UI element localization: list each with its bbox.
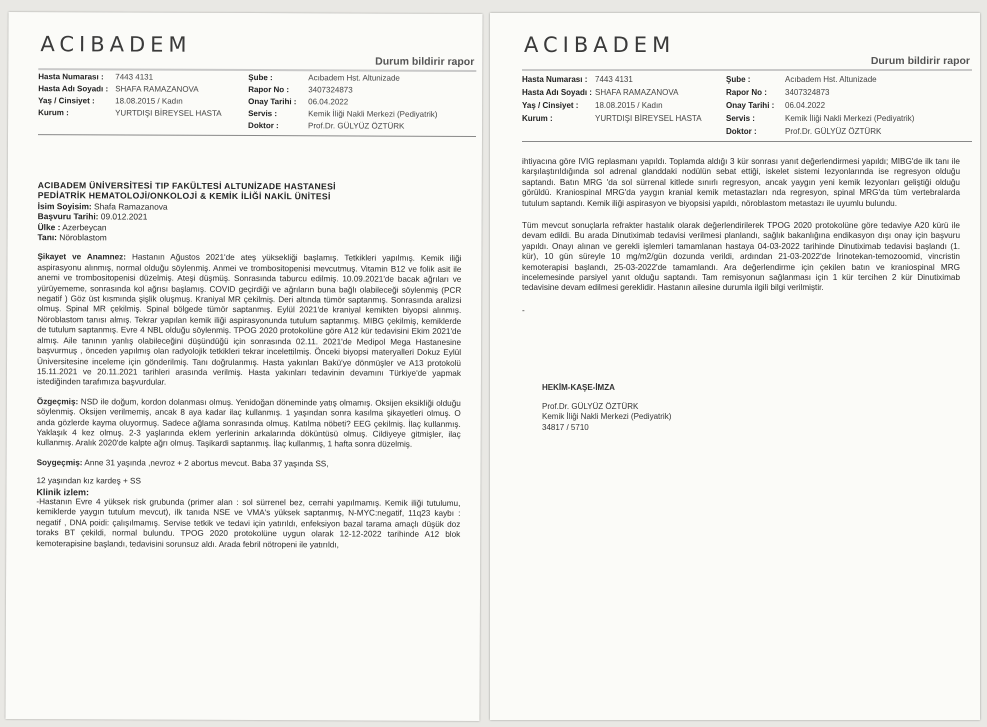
report-page-2: [490, 13, 980, 720]
report-body-1: [36, 180, 462, 551]
doctor: Prof.Dr. GÜLYÜZ ÖZTÜRK: [308, 121, 405, 131]
dash-mark: -: [522, 305, 525, 315]
application-label: Başvuru Tarihi:: [37, 211, 99, 222]
family-label: Soygeçmiş:: [36, 457, 83, 468]
report-no: 3407324873: [308, 85, 353, 95]
patient-no: 7443 4131: [595, 75, 633, 84]
header-divider: [522, 69, 972, 71]
patient-name-label: Hasta Adı Soyadı :: [522, 88, 592, 97]
institution-label: Kurum :: [522, 114, 553, 123]
followup-paragraph-1: ihtiyacına göre IVIG replasmanı yapıldı. Toplamda aldığı 3 kür sonrası yanıt değerlendirmesi yapıldı; MIBG'de ilk tanı ile karşılaştırıldığında sol adrenal glanddaki nodülün sebat ettiği, iskelet sistemi lezyonlarında ise regresyon olduğu saptandı. Batın MRG 'da sol sürrenal kitlede sınırlı regresyon, ancak yaygın yeni kemik lezyonları geliştiği olduğu görüldü. Kraniospinal MRG'da yaygın kranial kemik metastazları nda regresyon, spinal MRG'da tüm vertebralarda tutulum saptandı. Kemik iliği aspirasyon ve biyopsisi yapıldı, nöroblastom metastazı ile uyumlu bulundu.: [522, 157, 960, 208]
history-paragraph: [37, 397, 461, 451]
institution: YURTDIŞI BİREYSEL HASTA: [595, 114, 702, 123]
complaint-text: Hastanın Ağustos 2021'de ateş yüksekliği başlamış. Tetkikleri yapılmış. Kemik iliği aspirasyonu alınmış, normal olduğu söylenmiş. Anmei ve trombositopenisi mevcutmuş. Vitamin B12 ve folik asit ile anemi ve trombositopenisi düzelmiş. Ateşi düşmüş. Sonrasında taburcu edilmiş. 10.09.2021'de bacak ağrıları ve yürüyememe, sonrasında kol ağrısı başlamış. COVID geçirdiği ve ağrıların buna bağlı olabileceği söylenmiş (PCR negatif ) Göz üst kısmında şişlik oluşmuş. Kraniyal MR çekilmiş. Deri altında tümör saptanmış. Sonrasında aralizsi olmuş. Spinal MR çekilmiş. Spinal bölgede tümör saptanmış. Eylül 2021'de kraniyal kemikten biyopsi alınmış. Nöroblastom tanısı almış. Tekrar yapılan kemik iliği aspirasyonunda tutulum saptanmış. MIBG çekilmiş, kemiklerde de tutulum saptanmış. Evre 4 NBL olduğu söylenmiş. TPOG 2020 protokolüne göre A12 kür tedavisini Ekim 2021'de almış. Aile tanının yanlış olabileceğini düşündüğü için sonrasında 02.11. 2021'de Medipol Mega Hastanesine başvurmuş , önceden yapılmış olan radyolojik tetkikleri tekrar incelettilmiş. Önceki biyopsi materyalleri Dokuz Eylül Üniversitesine inceleme için gönderilmiş. Tanı doğrulanmış. Hasta yakınları Bakü'ye dönmüşler ve A13 protokolü 15.11.2021 ve 20.11.2021 tarihleri arasında verilmiş. Hasta yakınları tedavinin devamını Türkiye'de yapmak istediğinden tarafımıza başvurdular.: [36, 252, 462, 387]
approval-label: Onay Tarihi :: [248, 97, 297, 107]
application-date: 09.012.2021: [100, 211, 148, 222]
header-bottom-rule: [38, 134, 476, 137]
service: Kemik İliği Nakli Merkezi (Pediyatrik): [308, 109, 438, 119]
diagnosis-row: [38, 232, 462, 244]
name-label: İsim Soyisim:: [37, 200, 92, 212]
sibling-text: 12 yaşından kız kardeş + SS: [36, 476, 141, 486]
signature-name: Prof.Dr. GÜLYÜZ ÖZTÜRK: [542, 401, 639, 411]
complaint-paragraph: [37, 253, 462, 390]
patient-no-label: Hasta Numarası :: [522, 75, 588, 84]
header-divider: [38, 68, 476, 72]
history-text: NSD ile doğum, kordon dolanması olmuş. Yenidoğan döneminde yatış olmamış. Oksijen eksikliği olduğu söylenmiş. Oksijen verilmemiş, ancak 8 aya kadar ilaç kullanmış. 1 yaşından sonra kasılma şikayetleri olmuş. O anda gözlerde kayma oluyormuş. Sadece ağlama sonrasında olmuş. Katılma nöbeti? EEG çekilmiş. İlaç kullanmış. Yaklaşık 4 kez olmuş. 2-3 yaşlarında eklem yerlerinin arkalarında döküntüsü olmuş. Cildiyeye gitmişler, ilaç kullanmış. Aralık 2020'de kalpte ağrı olmuş. Taşikardi saptanmış. İlaç kullanmış, 1 hafta sonra düzelmiş.: [36, 397, 461, 450]
institution-title: ACIBADEM ÜNİVERSİTESİ TIP FAKÜLTESİ ALTUNİZADE HASTANESİ: [37, 180, 336, 192]
report-no: 3407324873: [785, 88, 830, 97]
report-type: Durum bildirir rapor: [375, 55, 475, 69]
age-gender: 18.08.2015 / Kadın: [595, 101, 663, 110]
patient-no: 7443 4131: [115, 72, 154, 82]
clinical-text: -Hastanın Evre 4 yüksek risk grubunda (primer alan : sol sürrenel bez, cerrahi yapılmamış. Kemik iliği tutulumu, kemiklerde yaygın tutulum mevcut), ilk tanıda NSE ve VMA's yüksek saptanmış, N-MYC:negatif, 11q23 kaybı : negatif , DNA poidi: çalışılmamış. Servise tetkik ve tedavi için yatırıldı, enfeksiyon bazal tarama amaçlı düşük doz toraks BT çekildi, normal bulundu. TPOG 2020 protokolüne uygun olarak 12-12-2022 tarihinde A12 blok kemoterapisine başlandı, tedavisini sorunsuz aldı. Arada febril nötropeni ile yatırıldı,: [36, 497, 461, 550]
complaint-label: Şikayet ve Anamnez:: [37, 252, 127, 262]
patient-no-label: Hasta Numarası :: [38, 72, 104, 82]
report-no-label: Rapor No :: [248, 85, 290, 95]
clinical-label: Klinik izlem:: [36, 486, 89, 497]
institution: YURTDIŞI BİREYSEL HASTA: [115, 108, 222, 118]
patient-name-label: Hasta Adı Soyadı :: [38, 84, 109, 94]
country-label: Ülke :: [37, 221, 61, 232]
signature-title: HEKİM-KAŞE-İMZA: [542, 383, 615, 392]
branch-label: Şube :: [248, 73, 273, 83]
patient-name: SHAFA RAMAZANOVA: [595, 88, 679, 97]
acibadem-logo: ACIBADEM: [40, 32, 192, 57]
department-title: PEDİATRİK HEMATOLOJİ/ONKOLOJİ & KEMİK İLİĞİ NAKİL ÜNİTESİ: [37, 190, 331, 202]
branch-label: Şube :: [726, 75, 751, 84]
age-gender: 18.08.2015 / Kadın: [115, 96, 183, 106]
service-label: Servis :: [726, 114, 755, 123]
branch: Acıbadem Hst. Altunizade: [308, 73, 400, 83]
family-paragraph: [37, 458, 461, 470]
diagnosis-value: Nöroblastom: [59, 232, 107, 243]
acibadem-logo: ACIBADEM: [524, 33, 676, 57]
family-text: Anne 31 yaşında ,nevroz + 2 abortus mevcut. Baba 37 yaşında SS,: [84, 458, 329, 469]
header-bottom-rule: [522, 141, 972, 142]
service-label: Servis :: [248, 109, 278, 119]
report-page-1: [5, 12, 482, 721]
institution-label: Kurum :: [38, 108, 69, 118]
patient-name: SHAFA RAMAZANOVA: [115, 84, 199, 94]
branch: Acıbadem Hst. Altunizade: [785, 75, 877, 84]
signature-block: [542, 383, 671, 433]
followup-paragraph-2: Tüm mevcut sonuçlarla refrakter hastalık olarak değerlendirilerek TPOG 2020 protokolüne göre tedaviye A20 kürü ile devam edildi. Bu arada Dinutiximab tedavisi verilmesi planlandı, sağlık bakanlığına endikasyon dışı onay için başvuru yapıldı. Onayı alınan ve gerekli işlemleri tamamlanan hastaya 04-03-2022 tarihinde Dinutiximab tedavisi başlandı (1. kür), 10 gün süreyle 10 mg/m2/gün dozunda verildi, ardından 21-03-2022'de İrinotekan-temozoomid, vincristin kemoterapisi başlandı, 25-03-2022'de tamamlandı. Ara değerlendirme için çekilen batın ve kraniospinal MRG incelemesinde parsiyel yanıt olduğu saptandı. Tam remisyonun sağlanması için 1 kür tercihen 2 kür Dinutiximab tedavisine devam edilmesi gereklidir. Hastanın ailesine durumla ilgili bilgi verilmiştir.: [522, 221, 960, 293]
country-value: Azerbeycan: [62, 221, 107, 233]
name-value: Shafa Ramazanova: [94, 201, 168, 212]
report-body-2: [522, 157, 960, 316]
report-no-label: Rapor No :: [726, 88, 767, 97]
signature-code: 34817 / 5710: [542, 422, 589, 432]
signature-department: Kemik İliği Nakli Merkezi (Pediyatrik): [542, 412, 672, 421]
approval-label: Onay Tarihi :: [726, 101, 775, 110]
approval-date: 06.04.2022: [785, 101, 826, 110]
report-type: Durum bildirir rapor: [870, 55, 970, 67]
doctor-label: Doktor :: [248, 121, 279, 131]
approval-date: 06.04.2022: [308, 97, 349, 107]
service: Kemik İliği Nakli Merkezi (Pediyatrik): [785, 114, 915, 123]
doctor-label: Doktor :: [726, 127, 757, 136]
diagnosis-label: Tanı:: [37, 232, 57, 243]
age-gender-label: Yaş / Cinsiyet :: [38, 96, 95, 106]
age-gender-label: Yaş / Cinsiyet :: [522, 101, 579, 110]
doctor: Prof.Dr. GÜLYÜZ ÖZTÜRK: [785, 127, 882, 136]
history-label: Özgeçmiş:: [36, 396, 79, 406]
